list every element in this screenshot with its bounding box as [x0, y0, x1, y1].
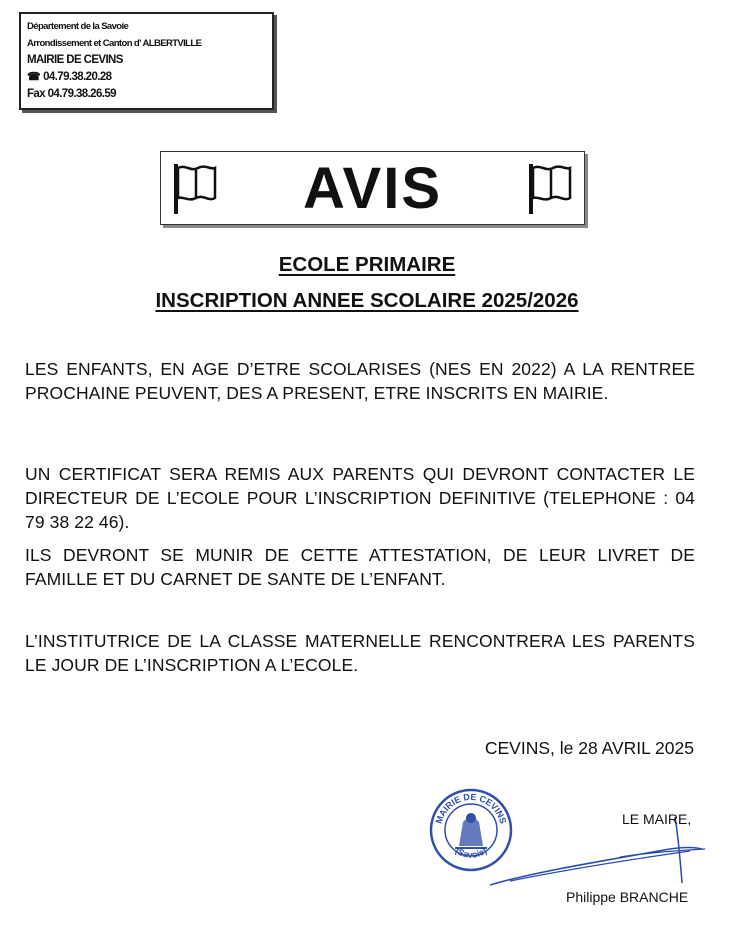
arrondissement-line: Arrondissement et Canton d' ALBERTVILLE: [27, 38, 202, 49]
subtitle-school: ECOLE PRIMAIRE: [278, 253, 456, 276]
flag-icon: [526, 160, 574, 216]
avis-banner: [160, 151, 585, 225]
mayor-title: LE MAIRE,: [622, 811, 692, 827]
fax-line: Fax 04.79.38.26.59: [27, 88, 116, 100]
paragraph-children: LES ENFANTS, EN AGE D’ETRE SCOLARISES (NES EN 2022) A LA RENTREE PROCHAINE PEUVENT, DES A PRESENT, ETRE INSCRITS EN MAIRIE.: [25, 359, 695, 403]
flag-icon: [171, 160, 219, 216]
paragraph-teacher: L’INSTITUTRICE DE LA CLASSE MATERNELLE RENCONTRERA LES PARENTS LE JOUR DE L’INSCRIPTION A L’ECOLE.: [25, 631, 695, 675]
seal-bottom-text: (Savoie): [453, 845, 489, 860]
paragraph-certificate: UN CERTIFICAT SERA REMIS AUX PARENTS QUI DEVRONT CONTACTER LE DIRECTEUR DE L’ECOLE POUR L’INSCRIPTION DEFINITIVE (TELEPHONE : 04 79 38 22 46).: [25, 464, 695, 532]
telephone-icon: ☎: [27, 71, 41, 83]
mayor-name: Philippe BRANCHE: [566, 889, 689, 905]
avis-title: AVIS: [302, 155, 443, 221]
phone-number: 04.79.38.20.28: [43, 71, 112, 83]
phone-line: [27, 69, 266, 86]
department-line: Département de la Savoie: [27, 21, 129, 32]
date-line: CEVINS, le 28 AVRIL 2025: [484, 738, 694, 758]
paragraph-documents: ILS DEVRONT SE MUNIR DE CETTE ATTESTATION, DE LEUR LIVRET DE FAMILLE ET DU CARNET DE SANTE DE L’ENFANT.: [25, 545, 695, 589]
subtitle-enrollment: INSCRIPTION ANNEE SCOLAIRE 2025/2026: [155, 289, 579, 312]
letterhead-box: [19, 12, 274, 110]
seal-top-text: MAIRIE DE CEVINS: [433, 791, 509, 825]
mairie-name: MAIRIE DE CEVINS: [27, 54, 123, 66]
